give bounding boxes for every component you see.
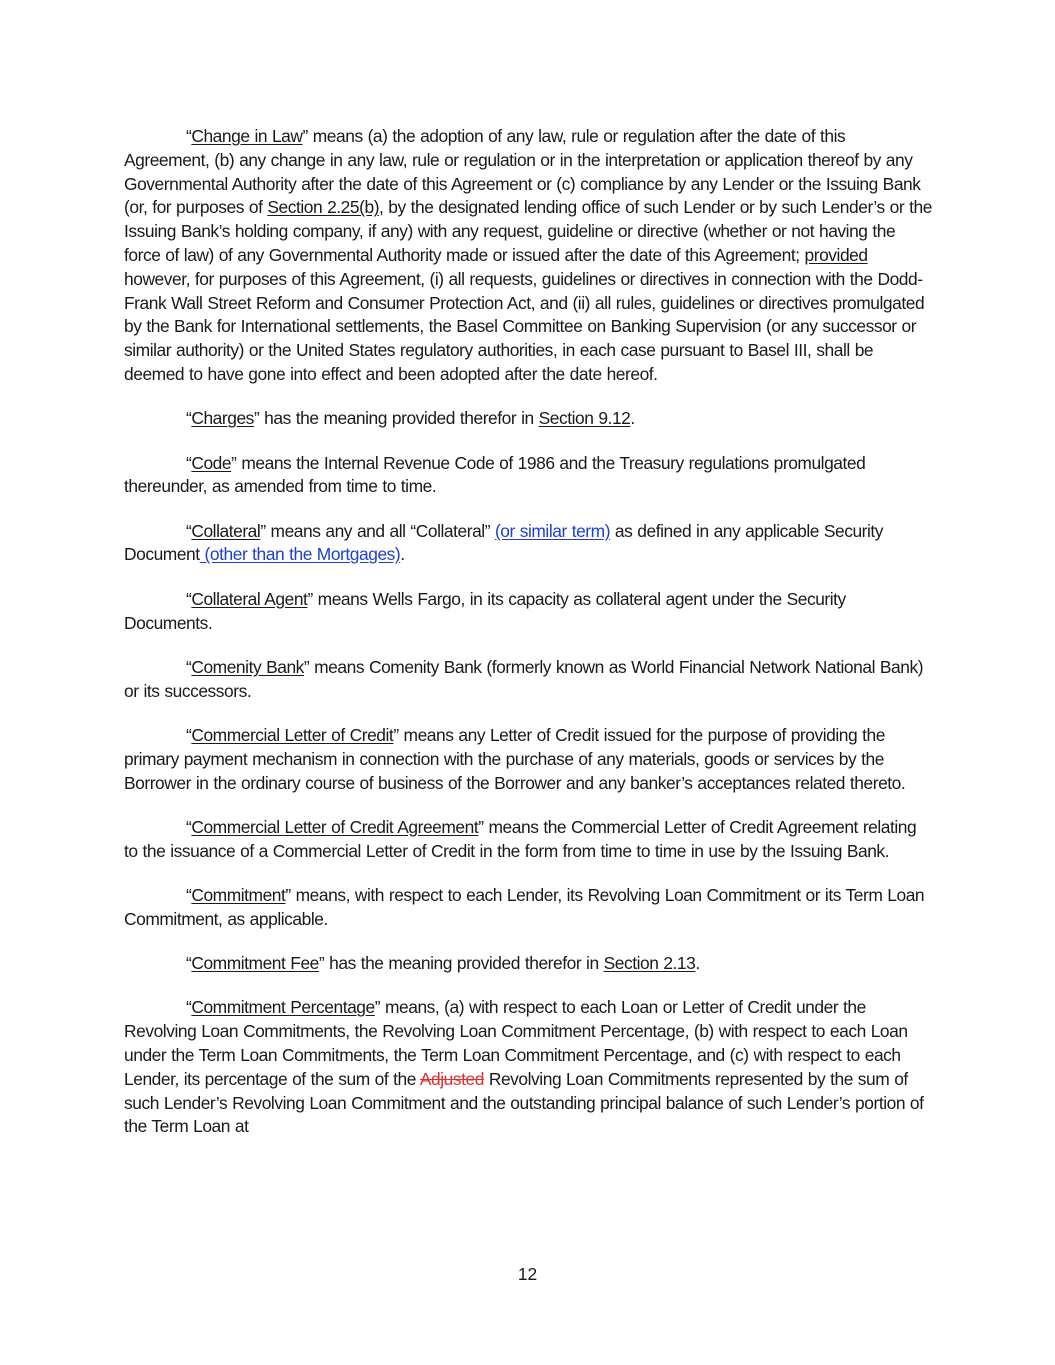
deleted-text: Adjusted <box>419 1068 484 1089</box>
definitions-section <box>124 125 934 1160</box>
close-quote: ” <box>285 884 291 905</box>
close-quote: ” <box>374 997 381 1018</box>
definition-text: however, for purposes of this Agreement, (i) all requests, guidelines or directives in connection with the Dodd-Frank Wall Street Reform and Consumer Protection Act, and (ii) all rules, guidelines or directives promulgated by the Bank for International settlements, the Basel Committee on Banking Supervision (or any successor or similar authority) or the United States regulatory authorities, in each case pursuant to Basel III, shall be deemed to have gone into effect and been adopted after the date hereof. <box>124 268 925 384</box>
definition-commercial-letter-of-credit <box>124 724 934 795</box>
definition-charges <box>124 407 934 431</box>
defined-term: Comenity Bank <box>191 656 304 677</box>
defined-term: Commitment <box>191 884 286 905</box>
definition-text: has the meaning provided therefor in <box>324 953 604 974</box>
definition-text: means Comenity Bank (formerly known as World Financial Network National Bank) or its successors. <box>124 656 924 701</box>
defined-term: Code <box>191 452 232 473</box>
open-quote: “ <box>186 724 192 745</box>
open-quote: “ <box>186 656 192 677</box>
definition-text: means any and all “Collateral” <box>265 520 495 541</box>
open-quote: “ <box>186 126 192 146</box>
page-number: 12 <box>517 1264 538 1284</box>
cross-reference: Section 2.13 <box>603 953 696 974</box>
provided-term: provided <box>804 244 868 265</box>
definition-text: means (a) the adoption of any law, rule or regulation after the date of this Agreement, (b) any change in any law, rule or regulation or in the interpretation or application thereof by any Governmental Authority after the date of this Agreement or (c) compliance by any Lender or the Issuing Bank (or, for purposes of <box>124 126 921 218</box>
inserted-text: (or similar term) <box>494 520 611 541</box>
inserted-text: (other than the Mortgages) <box>199 544 401 565</box>
defined-term: Collateral <box>191 520 261 541</box>
defined-term: Commercial Letter of Credit Agreement <box>191 816 479 837</box>
definition-text: . <box>630 408 635 429</box>
definition-commitment-fee <box>124 952 934 976</box>
cross-reference: Section 2.25(b) <box>267 197 380 218</box>
definition-text: means, with respect to each Lender, its Revolving Loan Commitment or its Term Loan Commitment, as applicable. <box>124 884 925 929</box>
definition-text: has the meaning provided therefor in <box>259 408 539 429</box>
open-quote: “ <box>186 408 192 429</box>
definition-commitment-percentage <box>124 996 934 1139</box>
open-quote: “ <box>186 816 192 837</box>
cross-reference: Section 9.12 <box>538 408 631 429</box>
close-quote: ” <box>253 408 260 429</box>
close-quote: ” <box>307 588 313 609</box>
definition-commitment <box>124 884 934 932</box>
close-quote: ” <box>303 656 310 677</box>
definition-text: as defined in any applicable Security Document <box>124 520 884 565</box>
open-quote: “ <box>186 997 192 1018</box>
open-quote: “ <box>186 520 192 541</box>
definition-text: means the Commercial Letter of Credit Agreement relating to the issuance of a Commercial Letter of Credit in the form from time to time in use by the Issuing Bank. <box>124 816 917 861</box>
definition-text: means any Letter of Credit issued for the purpose of providing the primary payment mechanism in connection with the purchase of any materials, goods or services by the Borrower in the ordinary course of business of the Borrower and any banker’s acceptances related thereto. <box>124 724 906 793</box>
definition-code <box>124 452 934 500</box>
defined-term: Charges <box>191 408 254 429</box>
definition-collateral <box>124 520 934 568</box>
definition-text: means Wells Fargo, in its capacity as collateral agent under the Security Documents. <box>124 588 846 633</box>
definition-comenity-bank <box>124 656 934 704</box>
definition-text: means the Internal Revenue Code of 1986 and the Treasury regulations promulgated thereunder, as amended from time to time. <box>124 452 866 497</box>
open-quote: “ <box>186 953 192 974</box>
close-quote: ” <box>318 953 325 974</box>
defined-term: Collateral Agent <box>191 588 308 609</box>
definition-collateral-agent <box>124 588 934 636</box>
definition-change-in-law <box>124 125 934 387</box>
defined-term: Change in Law <box>191 126 303 146</box>
definition-text: means, (a) with respect to each Loan or Letter of Credit under the Revolving Loan Commitments, the Revolving Loan Commitment Percentage, (b) with respect to each Loan under the Term Loan Commitments, the Term Loan Commitment Percentage, and (c) with respect to each Lender, its percentage of the sum of the <box>124 997 908 1089</box>
definition-text: Revolving Loan Commitments represented by the sum of such Lender’s Revolving Loan Commitment and the outstanding principal balance of such Lender’s portion of the Term Loan at <box>124 1068 924 1137</box>
open-quote: “ <box>186 884 192 905</box>
close-quote: ” <box>302 126 308 146</box>
close-quote: ” <box>478 816 484 837</box>
close-quote: ” <box>393 724 399 745</box>
defined-term: Commitment Fee <box>191 953 319 974</box>
definition-text: . <box>695 953 700 974</box>
definition-commercial-letter-of-credit-agreement <box>124 816 934 864</box>
defined-term: Commitment Percentage <box>191 997 375 1018</box>
defined-term: Commercial Letter of Credit <box>191 724 394 745</box>
close-quote: ” <box>260 520 266 541</box>
definition-text: , by the designated lending office of such Lender or by such Lender’s or the Issuing Bank’s holding company, if any) with any request, guideline or directive (whether or not having the force of law) of any Governmental Authority made or issued after the date of this Agreement; <box>124 197 932 265</box>
definition-text: . <box>400 544 405 565</box>
open-quote: “ <box>186 588 192 609</box>
close-quote: ” <box>231 452 237 473</box>
open-quote: “ <box>186 452 192 473</box>
